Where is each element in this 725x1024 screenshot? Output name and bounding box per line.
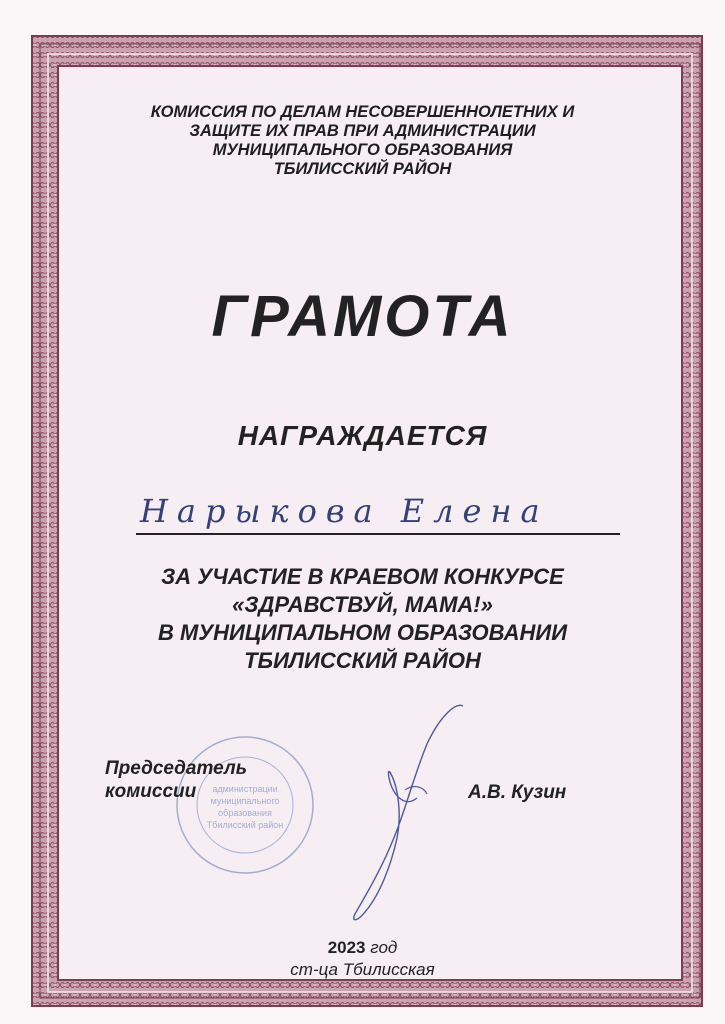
reason-line: «ЗДРАВСТВУЙ, МАМА!»: [232, 592, 493, 617]
issuer-line: ЗАЩИТЕ ИХ ПРАВ ПРИ АДМИНИСТРАЦИИ: [189, 122, 536, 140]
signatory-role-line: комиссии: [105, 781, 197, 802]
official-stamp: [170, 730, 320, 880]
issuer-line: МУНИЦИПАЛЬНОГО ОБРАЗОВАНИЯ: [212, 141, 513, 159]
signatory-role-line: Председатель: [105, 758, 248, 779]
svg-text:Тбилисский район: Тбилисский район: [206, 820, 284, 830]
reason-line: ЗА УЧАСТИЕ В КРАЕВОМ КОНКУРСЕ: [161, 564, 564, 589]
reason-line: ТБИЛИССКИЙ РАЙОН: [244, 648, 481, 673]
award-reason: [60, 563, 665, 675]
signatory-role: [105, 757, 247, 803]
issuer-line: КОМИССИЯ ПО ДЕЛАМ НЕСОВЕРШЕННОЛЕТНИХ И: [150, 103, 575, 121]
svg-text:администрации: администрации: [212, 784, 278, 794]
svg-text:муниципального: муниципального: [210, 796, 280, 806]
document-title: ГРАМОТА: [211, 284, 514, 349]
year-suffix: год: [370, 938, 398, 957]
issuer-line: ТБИЛИССКИЙ РАЙОН: [273, 160, 452, 178]
handwritten-signature: [335, 700, 485, 930]
svg-text:образования: образования: [218, 808, 272, 818]
reason-line: В МУНИЦИПАЛЬНОМ ОБРАЗОВАНИИ: [157, 620, 568, 645]
document-year: [60, 938, 665, 958]
recipient-underline: [136, 533, 620, 535]
document-place: ст-ца Тбилисская: [290, 960, 435, 979]
recipient-name: Нарыкова Елена: [140, 492, 549, 530]
issuer-heading: [60, 103, 665, 179]
year-number: 2023: [327, 938, 366, 957]
signatory-name: А.В. Кузин: [468, 782, 567, 803]
awarded-heading: НАГРАЖДАЕТСЯ: [237, 420, 488, 451]
